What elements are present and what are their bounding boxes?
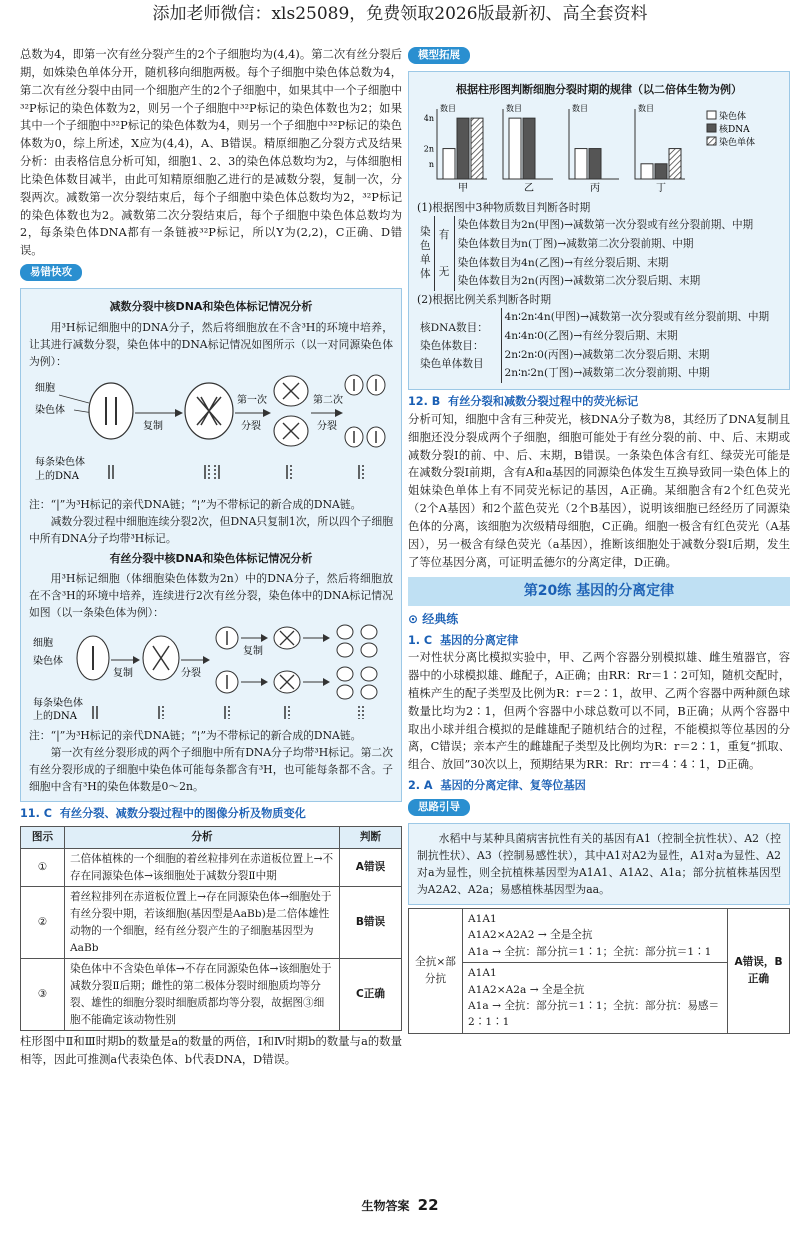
- top-banner: 添加老师微信：xls25089，免费领取2026版最新初、高全套资料: [152, 4, 648, 24]
- q12-heading: [408, 393, 790, 411]
- result: 全是全抗: [550, 929, 593, 942]
- table-header: 分析: [65, 827, 340, 849]
- q12-topic: 有丝分裂和减数分裂过程中的荧光标记: [448, 395, 639, 409]
- chart-bar: [575, 149, 587, 179]
- thinking-guide-tag: 思路引导: [408, 799, 470, 816]
- chart-bar: [655, 164, 667, 179]
- tip-title-meiosis: 减数分裂中核DNA和染色体标记情况分析: [109, 300, 313, 314]
- side-label: 体: [420, 267, 431, 280]
- chart-category-label: 乙: [524, 183, 534, 194]
- diagram-label-split: 分裂: [241, 420, 261, 432]
- none-label: 无: [434, 254, 454, 291]
- q11-heading: [20, 805, 402, 823]
- tip-paragraph: 减数分裂过程中细胞连续分裂2次，但DNA只复制1次，所以四个子细胞中所有DNA分子均带³H标记。: [29, 514, 393, 545]
- q1-heading: [408, 632, 790, 650]
- diagram-label-each: 每条染色体: [35, 456, 85, 468]
- ratio-line: 4n∶2n∶4n(甲图)→减数第一次分裂或有丝分裂前期、中期: [501, 308, 781, 327]
- result: 全抗：部分抗＝1∶1: [613, 945, 712, 958]
- model-title: 根据柱形图判断细胞分裂时期的规律（以二倍体生物为例）: [456, 83, 742, 96]
- table-row: [21, 887, 402, 959]
- analysis-table: [20, 826, 402, 1031]
- chart-category-label: 丁: [656, 183, 666, 194]
- chart-axis-label: 数目: [572, 104, 588, 114]
- chart-bar: [509, 119, 521, 180]
- table-cell-analysis: 二倍体植株的一个细胞的着丝粒排列在赤道板位置上→不存在同源染色体→该细胞处于减数分裂Ⅱ中期: [65, 848, 340, 886]
- table-cell-analysis: 染色体中不含染色单体→不存在同源染色体→该细胞处于减数分裂Ⅱ后期；雌性的第二极体分裂时细胞质均等分裂、雄性的细胞分裂时细胞质都均等分裂，故据图③细胞不能确定该动物性别: [65, 959, 340, 1031]
- rule-line: 染色体数目为4n(乙图)→有丝分裂后期、末期: [454, 254, 781, 273]
- q2-heading: [408, 777, 790, 795]
- result: 全抗：部分抗＝1∶1: [504, 945, 603, 958]
- q11-answer: 11. C: [20, 807, 52, 821]
- left-column: [20, 46, 402, 1069]
- q11-tail: 柱形图中Ⅱ和Ⅲ时期b的数量是a的数量的两倍，Ⅰ和Ⅳ时期b的数量与a的数量相等，因此可推测a代表染色体、b代表DNA，D错误。: [20, 1035, 402, 1067]
- side-label: 单: [420, 253, 431, 266]
- ratio-line: 4n∶4n∶0(乙图)→有丝分裂后期、末期: [501, 327, 781, 346]
- ratio-label: 染色单体数目: [420, 357, 484, 370]
- result: 全抗：部分抗：易感＝2∶1∶1: [468, 1000, 720, 1029]
- diagram-label-cell: 细胞: [33, 638, 53, 650]
- q12-answer: 12. B: [408, 395, 441, 409]
- answer-paragraph: 总数为4，即第一次有丝分裂产生的2个子细胞均为(4,4)。第二次有丝分裂后期，如姝染色单体分开，随机移向细胞两极。每个子细胞中染色体总数为4，第二次有丝分裂中由同一个细胞产生的2个子细胞中，如果其中一个子细胞中³²P标记的染色体数为2，则另一个子细胞中³²P标记的染色体数也为2；如果其中一个子细胞中³²P标记的染色体数为4，则另一个子细胞中³²P标记的染色体数为0，综上所述，X应为(4,4)，A、B错误。精原细胞乙分裂方式及结果分析：由表格信息分析可知，细胞1、2、3的染色体总数均为2，与体细胞相比染色体数目减半，由此可知精原细胞乙进行的是减数分裂，复制一次，分裂两次。减数第一次分裂结束后，每个子细胞中染色体总数均为2，³²P标记的染色体数也为2。减数第二次分裂结束后，每个子细胞中染色体总数均为2，每条染色体DNA都有一条链被³²P标记，所以Y为(2,2)，C正确、D错误。: [20, 48, 402, 258]
- diagram-label-copy: 复制: [143, 420, 163, 432]
- table-header: 判断: [340, 827, 402, 849]
- guide-paragraph: 水稻中与某种具菌病害抗性有关的基因有A1（控制全抗性状）、A2（控制抗性状）、A3（控制易感性状），其中A1对A2为显性，A1对a为显性、A2对a为显性，则全抗植株基因型为A1A1、A1A2、A1a；部分抗植株基因型为A2A2、A2a；易感植株基因型为aa。: [417, 831, 781, 896]
- chapter-title: 第20练 基因的分离定律: [408, 577, 790, 605]
- table-cell-verdict: B错误: [340, 887, 402, 959]
- chart-category-label: 甲: [458, 183, 468, 194]
- chart-bar: [641, 164, 653, 179]
- diagram-label-first: 第一次: [237, 394, 267, 406]
- legend-label: 染色体: [719, 112, 747, 123]
- diagram-label-split: 分裂: [181, 668, 201, 680]
- cross-table: 全抗×部分抗 A1A1 A1A2×A2A2 → 全是全抗 A1a → 全抗：部分抗＝1∶1；全抗：部分抗＝1∶1 A错误，B正确 A1A1 A1A2×A2a → 全是全抗 A1a → 全抗：部分抗＝1∶1；全抗：部分抗：易感＝2∶1∶1: [408, 908, 790, 1034]
- ratio-table: [417, 308, 781, 383]
- diagram-label-copy: 复制: [113, 668, 133, 680]
- ratio-label: 染色体数目：: [420, 339, 484, 352]
- legend-label: 核DNA: [719, 125, 750, 136]
- side-label: 色: [420, 239, 431, 252]
- legend-label: 染色单体: [719, 138, 756, 149]
- bar-chart: [417, 101, 781, 193]
- genotype: A1A1: [468, 913, 497, 925]
- rule-line: 染色体数目为2n(甲图)→减数第一次分裂或有丝分裂前期、中期: [454, 216, 781, 235]
- legend-swatch: [707, 137, 716, 145]
- q2-answer: 2. A: [408, 779, 433, 793]
- q1-body: 一对性状分离比模拟实验中，甲、乙两个容器分别模拟雄、雌生殖器官，容器中的小球模拟雄、雌配子，A正确；由RR：Rr＝1∶2可知，随机交配时，植株产生的配子类型及比例为R：r＝2∶1，故甲、乙两个容器中两种颜色球数量比均为2∶1，但两个容器中小球总数可以不同，B正确；从两个容器中取出小球并组合模拟的是雌雄配子随机结合的过程，不能模拟等位基因的分离，C错误；亲本产生的雌雄配子类型及比例均为R：r＝2∶1，重复“抓取、组合、放回”30次以上，预期结果为RR：Rr：rr＝4∶4∶1，D正确。: [408, 651, 790, 772]
- q1-answer: 1. C: [408, 633, 433, 647]
- side-label: 染: [420, 226, 431, 239]
- mitosis-labeling-diagram: [29, 624, 393, 724]
- table-row: [21, 959, 402, 1031]
- table-cell-figure: ①: [21, 848, 65, 886]
- tip-paragraph: 用³H标记细胞中的DNA分子，然后将细胞放在不含³H的环境中培养，让其进行减数分裂，染色体中的DNA标记情况如图所示（以一对同源染色体为例）：: [29, 320, 393, 368]
- tip-title-mitosis: 有丝分裂中核DNA和染色体标记情况分析: [109, 551, 313, 565]
- diagram-label-on: 上的DNA: [35, 470, 79, 482]
- chart-bar: [589, 149, 601, 179]
- diagram-label-chromosome: 染色体: [33, 656, 63, 668]
- guide-box: [408, 823, 790, 905]
- search-icon: ⊙: [408, 611, 423, 626]
- result: 全是全抗: [542, 983, 585, 996]
- classic-practice-heading: [408, 610, 790, 629]
- genotype: A1A2×A2A2: [468, 929, 535, 942]
- table-header: 图示: [21, 827, 65, 849]
- genotype: A1a: [468, 945, 489, 958]
- q11-topic: 有丝分裂、减数分裂过程中的图像分析及物质变化: [59, 807, 306, 821]
- page-number: 22: [417, 1196, 439, 1214]
- table-cell-verdict: A错误: [340, 848, 402, 886]
- result: 全抗：部分抗＝1∶1: [504, 1000, 603, 1013]
- chart-bar: [471, 119, 483, 180]
- chart-axis-label: 数目: [440, 104, 456, 114]
- table-row: [21, 848, 402, 886]
- rule-line: 染色体数目为2n(丙图)→减数第二次分裂后期、末期: [454, 272, 781, 291]
- chart-tick-label: n: [428, 160, 434, 170]
- diagram-label-cell: 细胞: [35, 382, 55, 394]
- has-label: 有: [434, 216, 454, 253]
- footer-label: 生物答案: [361, 1199, 410, 1213]
- rule-line: 染色体数目为n(丁图)→减数第二次分裂前期、中期: [454, 235, 781, 254]
- diagram-label-second: 第二次: [313, 394, 343, 406]
- cross-parents: 全抗×部分抗: [409, 909, 463, 1034]
- rule-heading: (2)根据比例关系判断各时期: [417, 293, 552, 307]
- diagram-label-copy-2: 复制: [243, 646, 263, 658]
- classic-practice-label: 经典练: [422, 611, 459, 626]
- q1-topic: 基因的分离定律: [439, 633, 519, 647]
- meiosis-labeling-diagram: [29, 373, 393, 493]
- diagram-label-on: 上的DNA: [33, 711, 77, 723]
- table-cell-figure: ②: [21, 887, 65, 959]
- tip-note: 注：“|”为³H标记的亲代DNA链；“¦”为不带标记的新合成的DNA链。: [29, 497, 362, 511]
- chart-axis-label: 数目: [506, 104, 522, 114]
- tip-box: [20, 288, 402, 802]
- q12-body: 分析可知，细胞中含有三种荧光，核DNA分子数为8，其经历了DNA复制且细胞还没分裂成两个子细胞，细胞可能处于有丝分裂的前、中、后、末期或减数分裂Ⅰ的前、中、后、末期，B错误。一条染色体含有红、绿荧光可能是在减数分裂Ⅰ前期，含有A和a基因的同源染色体发生互换导致同一染色体上的姐妹染色单体上有不同荧光标记的基因，A正确。某细胞含有2个红色荧光（2个A基因）和2个蓝色荧光（2个B基因），说明该细胞已经经历了同源染色体的分离，该细胞为次级精母细胞，C正确。细胞一极含有红色荧光（A基因），另一极含有绿色荧光（a基因），推断该细胞处于减数分裂Ⅰ后期，发生了等位基因分离，可证明孟德尔的分离定律，D正确。: [408, 412, 790, 569]
- chart-tick-label: 4n: [423, 114, 434, 124]
- chart-category-label: 丙: [590, 183, 600, 194]
- model-box: [408, 71, 790, 390]
- table-cell-verdict: C正确: [340, 959, 402, 1031]
- chart-bar: [669, 149, 681, 179]
- table-cell-figure: ③: [21, 959, 65, 1031]
- diagram-label-split-2: 分裂: [317, 420, 337, 432]
- chart-bar: [457, 119, 469, 180]
- chart-bar: [443, 149, 455, 179]
- legend-swatch: [707, 124, 716, 132]
- diagram-label-chromosome: 染色体: [35, 404, 65, 416]
- genotype: A1A2×A2a: [468, 983, 527, 996]
- tip-paragraph: 第一次有丝分裂形成的两个子细胞中所有DNA分子均带³H标记。第二次有丝分裂形成的子细胞中染色体可能每条都含有³H，也可能每条都不含。子细胞中含有³H的染色体数是0～2n。: [29, 746, 393, 794]
- table-cell-analysis: 着丝粒排列在赤道板位置上→存在同源染色体→细胞处于有丝分裂中期，若该细胞(基因型是AaBb)是二倍体雄性动物的一个细胞，经有丝分裂产生的子细胞基因型为AaBb: [65, 887, 340, 959]
- genotype: A1a: [468, 1000, 489, 1013]
- diagram-label-each: 每条染色体: [33, 698, 83, 710]
- ratio-line: 2n∶n∶2n(丁图)→减数第二次分裂前期、中期: [501, 364, 781, 383]
- ratio-label: 核DNA数目：: [420, 321, 488, 334]
- cross-verdict: A错误，B正确: [728, 909, 790, 1034]
- chart-tick-label: 2n: [423, 144, 434, 154]
- tip-note: 注：“|”为³H标记的亲代DNA链；“¦”为不带标记的新合成的DNA链。: [29, 729, 362, 743]
- chart-bar: [523, 119, 535, 180]
- ratio-line: 2n∶2n∶0(丙图)→减数第二次分裂后期、末期: [501, 346, 781, 365]
- error-tip-tag: 易错快攻: [20, 264, 82, 281]
- rule-table: [417, 216, 781, 291]
- page-footer: [0, 1194, 800, 1218]
- model-extension-tag: 模型拓展: [408, 47, 470, 64]
- chart-axis-label: 数目: [638, 104, 654, 114]
- tip-paragraph: 用³H标记细胞（体细胞染色体数为2n）中的DNA分子，然后将细胞放在不含³H的环境中培养，连续进行2次有丝分裂，染色体中的DNA标记情况如图（以一条染色体为例）：: [29, 572, 393, 620]
- q2-topic: 基因的分离定律、复等位基因: [440, 779, 586, 793]
- rule-heading: (1)根据图中3种物质数目判断各时期: [417, 201, 591, 215]
- legend-swatch: [707, 111, 716, 119]
- genotype: A1A1: [468, 967, 497, 980]
- right-column: [408, 46, 790, 1034]
